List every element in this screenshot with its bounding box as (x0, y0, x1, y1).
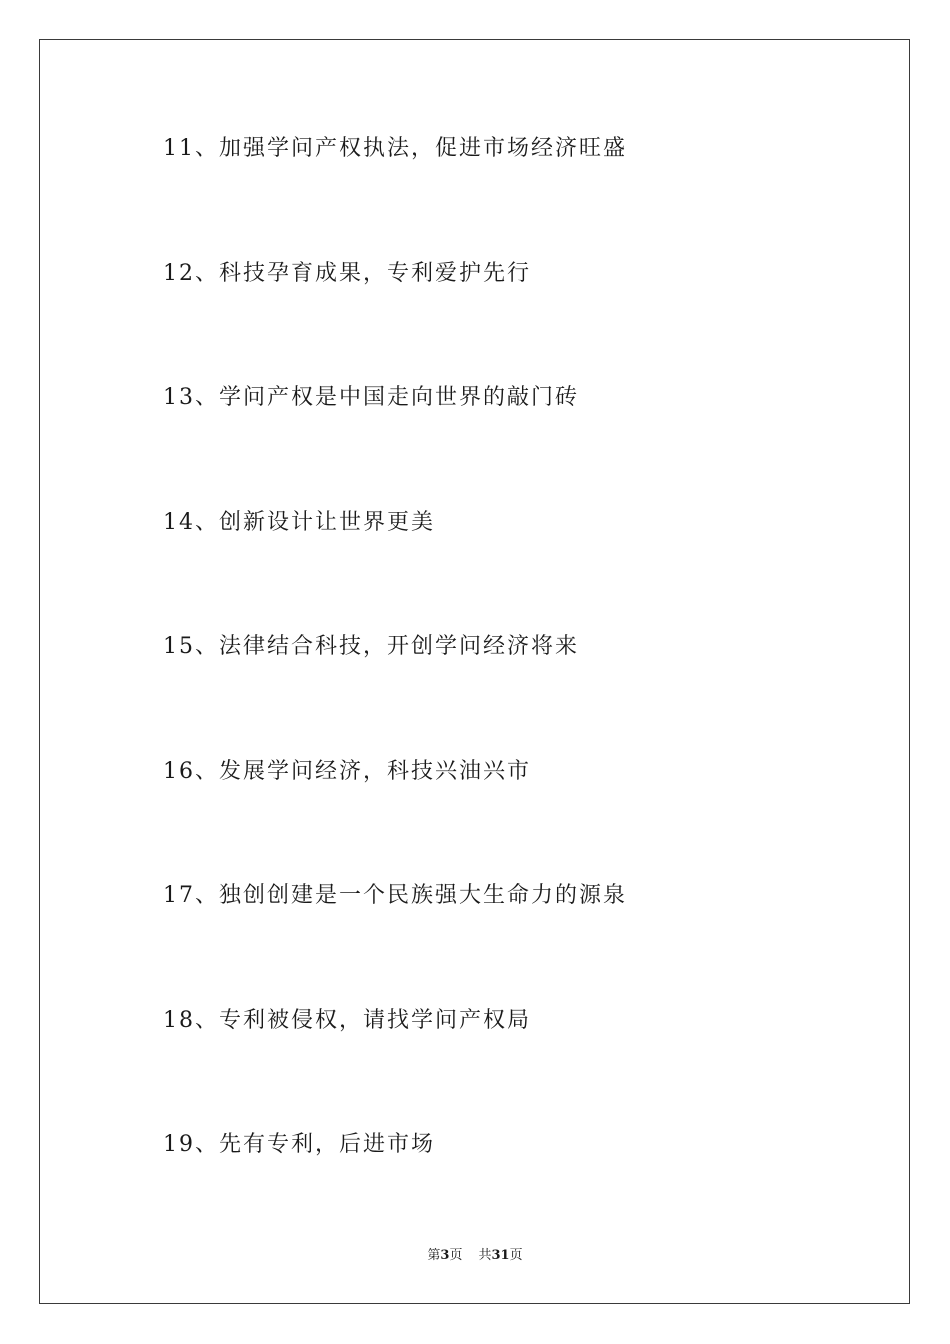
list-item: 15、法律结合科技，开创学问经济将来 (163, 634, 579, 659)
page-number: 3 (440, 1248, 450, 1263)
total-pages: 31 (491, 1248, 510, 1263)
total-suffix: 页 (509, 1248, 523, 1263)
page-border (39, 39, 910, 1304)
page-suffix: 页 (449, 1248, 463, 1263)
list-item: 11、加强学问产权执法，促进市场经济旺盛 (163, 136, 627, 161)
total-prefix: 共 (478, 1248, 492, 1263)
list-item: 18、专利被侵权，请找学问产权局 (163, 1008, 531, 1033)
list-item: 14、创新设计让世界更美 (163, 510, 435, 535)
list-item: 17、独创创建是一个民族强大生命力的源泉 (163, 883, 627, 908)
list-item: 12、科技孕育成果，专利爱护先行 (163, 261, 531, 286)
page-footer (0, 1247, 950, 1265)
list-item: 13、学问产权是中国走向世界的敲门砖 (163, 385, 579, 410)
list-item: 16、发展学问经济，科技兴油兴市 (163, 759, 531, 784)
page-prefix: 第 (427, 1248, 441, 1263)
list-item: 19、先有专利，后进市场 (163, 1132, 435, 1157)
